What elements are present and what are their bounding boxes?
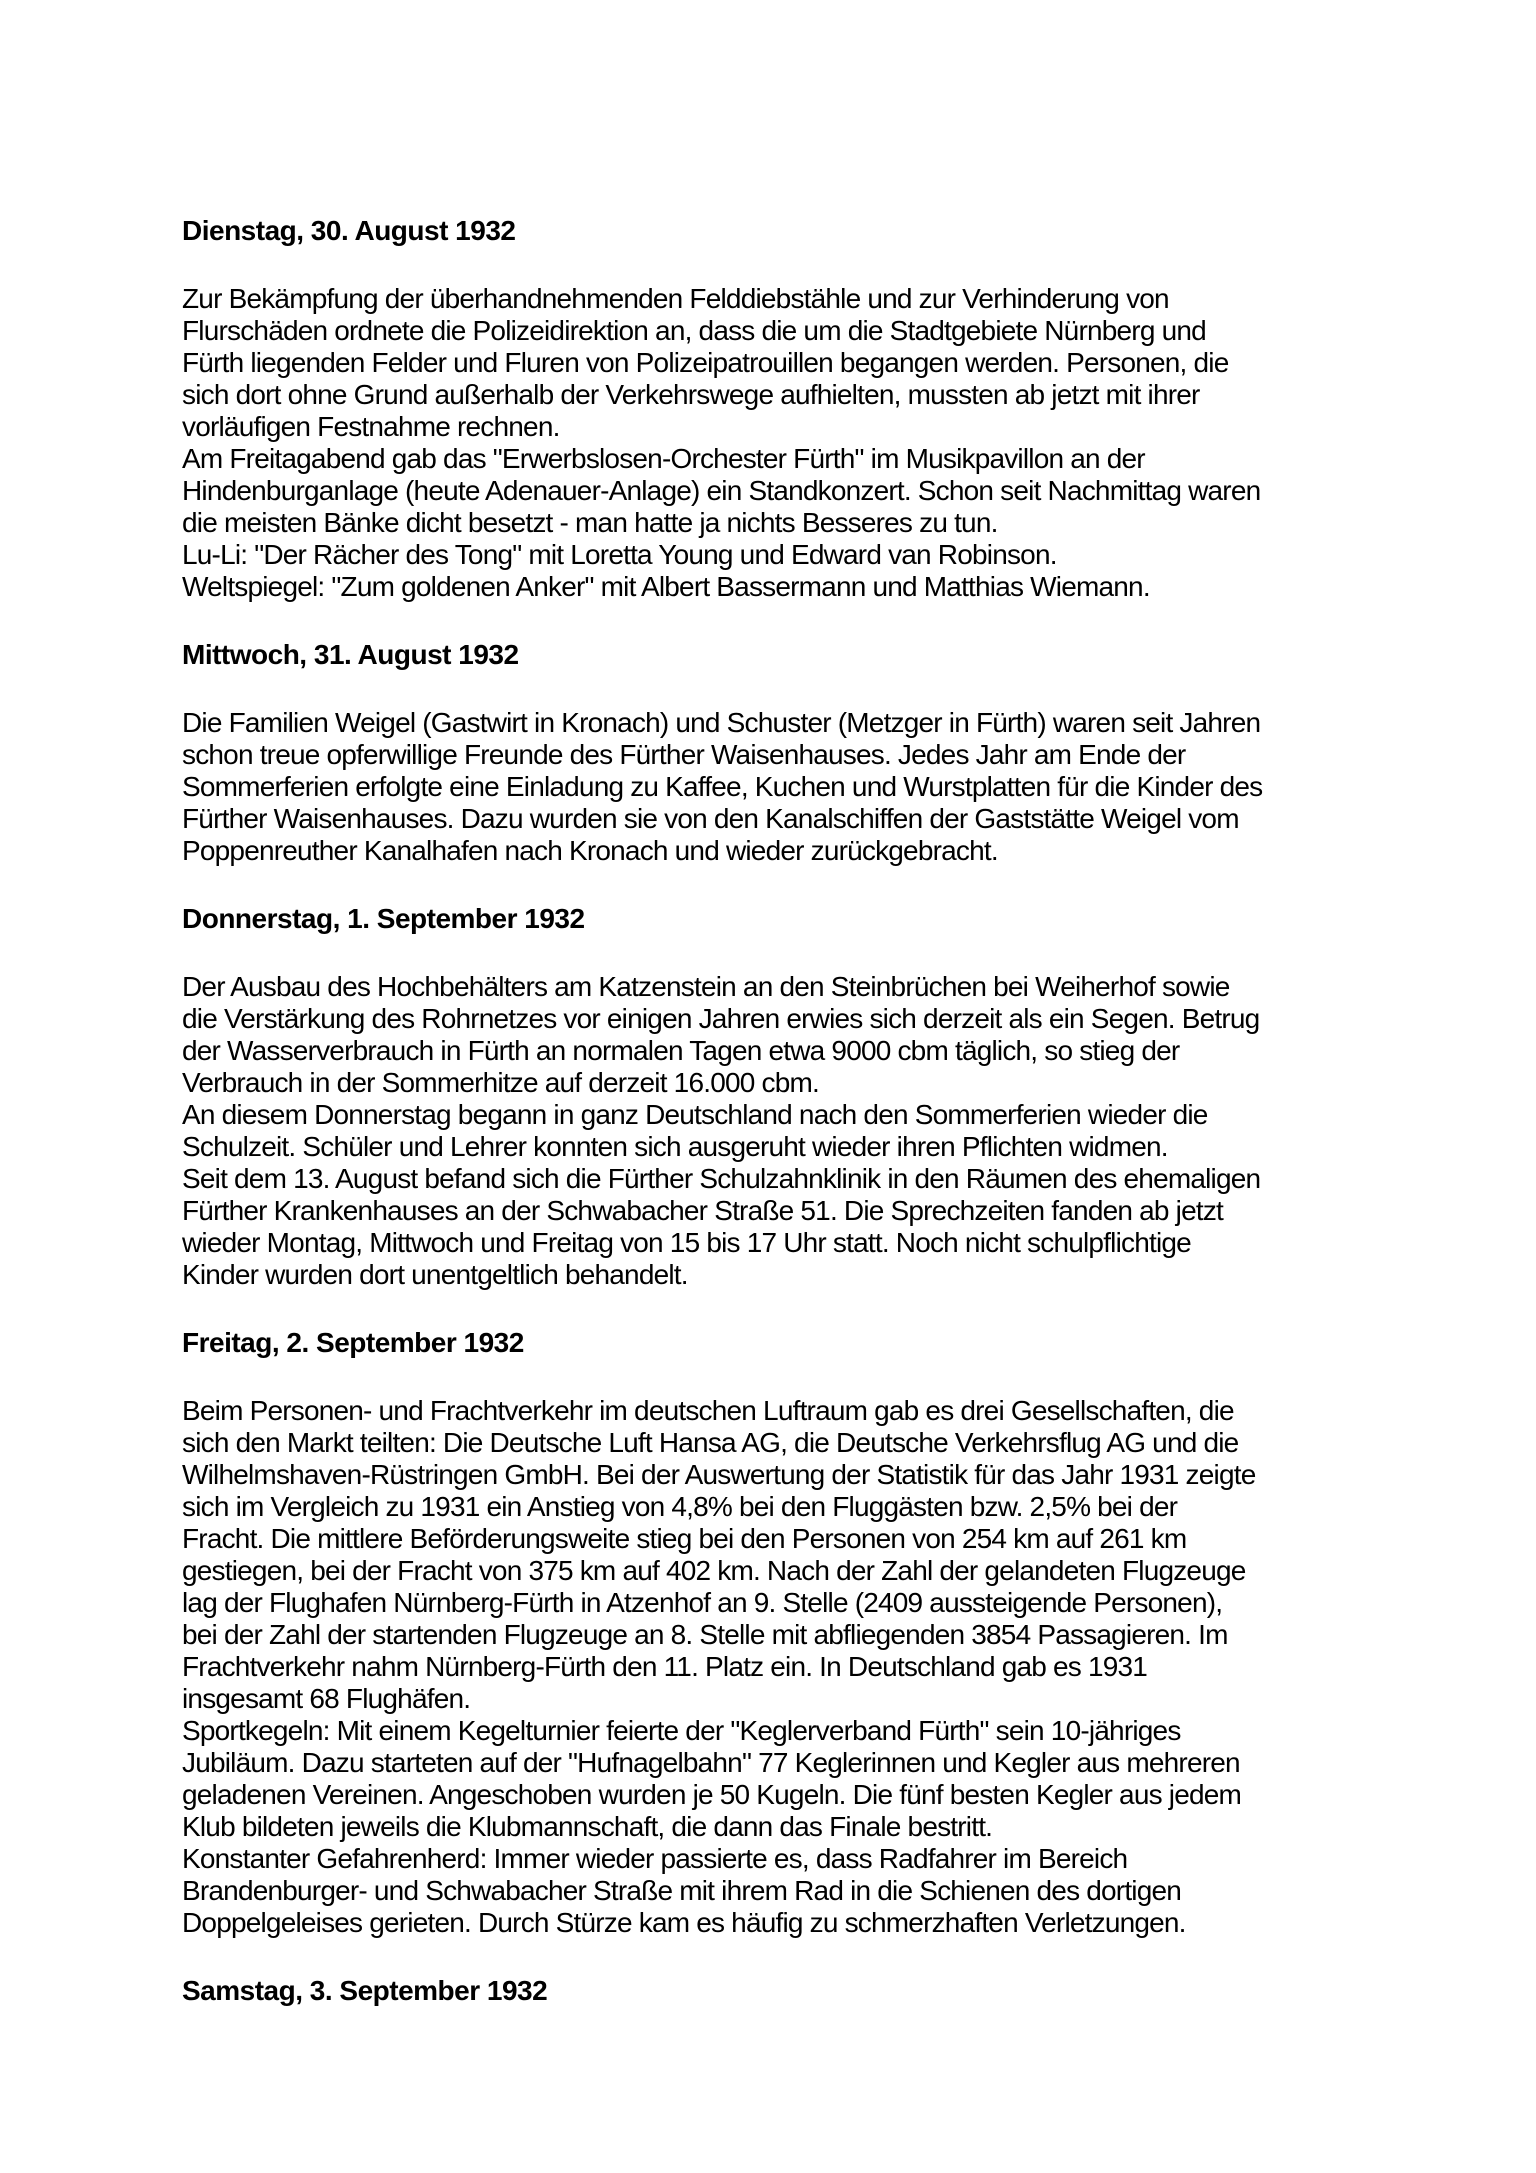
text-line: Der Ausbau des Hochbehälters am Katzenstein an den Steinbrüchen bei Weiherhof sowie	[182, 971, 1230, 1002]
text-line: Die Familien Weigel (Gastwirt in Kronach) und Schuster (Metzger in Fürth) waren seit Jahren	[182, 707, 1261, 738]
text-line: Sportkegeln: Mit einem Kegelturnier feierte der "Keglerverband Fürth" sein 10-jähriges	[182, 1715, 1181, 1746]
text-line: Frachtverkehr nahm Nürnberg-Fürth den 11. Platz ein. In Deutschland gab es 1931	[182, 1651, 1148, 1682]
text-line: Fürther Waisenhauses. Dazu wurden sie von den Kanalschiffen der Gaststätte Weigel vom	[182, 803, 1239, 834]
entry-body	[182, 971, 1386, 1291]
text-line: Doppelgeleises gerieten. Durch Stürze kam es häufig zu schmerzhaften Verletzungen.	[182, 1907, 1186, 1938]
entry-heading: Mittwoch, 31. August 1932	[182, 639, 519, 670]
text-line: Wilhelmshaven-Rüstringen GmbH. Bei der Auswertung der Statistik für das Jahr 1931 zeigte	[182, 1459, 1256, 1490]
text-line: Weltspiegel: "Zum goldenen Anker" mit Albert Bassermann und Matthias Wiemann.	[182, 571, 1150, 602]
entry-body	[182, 283, 1386, 603]
entry-heading: Freitag, 2. September 1932	[182, 1327, 524, 1358]
text-line: vorläufigen Festnahme rechnen.	[182, 411, 560, 442]
entry-heading: Samstag, 3. September 1932	[182, 1975, 548, 2006]
text-line: Beim Personen- und Frachtverkehr im deutschen Luftraum gab es drei Gesellschaften, die	[182, 1395, 1234, 1426]
entry-heading: Dienstag, 30. August 1932	[182, 215, 516, 246]
text-line: wieder Montag, Mittwoch und Freitag von 15 bis 17 Uhr statt. Noch nicht schulpflichtige	[182, 1227, 1191, 1258]
entry-body	[182, 1395, 1386, 1939]
text-line: Am Freitagabend gab das "Erwerbslosen-Orchester Fürth" im Musikpavillon an der	[182, 443, 1145, 474]
text-line: Kinder wurden dort unentgeltlich behandelt.	[182, 1259, 688, 1290]
text-line: die Verstärkung des Rohrnetzes vor einigen Jahren erwies sich derzeit als ein Segen. Betrug	[182, 1003, 1260, 1034]
entry-heading: Donnerstag, 1. September 1932	[182, 903, 585, 934]
text-line: Fürther Krankenhauses an der Schwabacher Straße 51. Die Sprechzeiten fanden ab jetzt	[182, 1195, 1224, 1226]
text-line: Flurschäden ordnete die Polizeidirektion an, dass die um die Stadtgebiete Nürnberg und	[182, 315, 1206, 346]
text-line: sich im Vergleich zu 1931 ein Anstieg von 4,8% bei den Fluggästen bzw. 2,5% bei der	[182, 1491, 1178, 1522]
text-line: geladenen Vereinen. Angeschoben wurden je 50 Kugeln. Die fünf besten Kegler aus jedem	[182, 1779, 1242, 1810]
diary-entry	[182, 215, 1386, 603]
text-line: insgesamt 68 Flughäfen.	[182, 1683, 471, 1714]
text-line: Sommerferien erfolgte eine Einladung zu Kaffee, Kuchen und Wurstplatten für die Kinder des	[182, 771, 1263, 802]
text-line: Hindenburganlage (heute Adenauer-Anlage) ein Standkonzert. Schon seit Nachmittag waren	[182, 475, 1261, 506]
text-line: Fracht. Die mittlere Beförderungsweite stieg bei den Personen von 254 km auf 261 km	[182, 1523, 1187, 1554]
text-line: Jubiläum. Dazu starteten auf der "Hufnagelbahn" 77 Keglerinnen und Kegler aus mehreren	[182, 1747, 1240, 1778]
text-line: Poppenreuther Kanalhafen nach Kronach und wieder zurückgebracht.	[182, 835, 998, 866]
diary-entry	[182, 903, 1386, 1291]
text-line: gestiegen, bei der Fracht von 375 km auf 402 km. Nach der Zahl der gelandeten Flugzeuge	[182, 1555, 1246, 1586]
text-line: Schulzeit. Schüler und Lehrer konnten sich ausgeruht wieder ihren Pflichten widmen.	[182, 1131, 1168, 1162]
text-line: Zur Bekämpfung der überhandnehmenden Felddiebstähle und zur Verhinderung von	[182, 283, 1169, 314]
text-line: Klub bildeten jeweils die Klubmannschaft, die dann das Finale bestritt.	[182, 1811, 993, 1842]
text-line: sich den Markt teilten: Die Deutsche Luft Hansa AG, die Deutsche Verkehrsflug AG und die	[182, 1427, 1239, 1458]
text-line: Seit dem 13. August befand sich die Fürther Schulzahnklinik in den Räumen des ehemaligen	[182, 1163, 1261, 1194]
text-line: Brandenburger- und Schwabacher Straße mit ihrem Rad in die Schienen des dortigen	[182, 1875, 1182, 1906]
text-line: Fürth liegenden Felder und Fluren von Polizeipatrouillen begangen werden. Personen, die	[182, 347, 1229, 378]
text-line: An diesem Donnerstag begann in ganz Deutschland nach den Sommerferien wieder die	[182, 1099, 1208, 1130]
diary-entry	[182, 639, 1386, 867]
text-line: Verbrauch in der Sommerhitze auf derzeit 16.000 cbm.	[182, 1067, 819, 1098]
text-line: sich dort ohne Grund außerhalb der Verkehrswege aufhielten, mussten ab jetzt mit ihrer	[182, 379, 1200, 410]
entry-body	[182, 707, 1386, 867]
text-line: Lu-Li: "Der Rächer des Tong" mit Loretta Young und Edward van Robinson.	[182, 539, 1057, 570]
text-line: schon treue opferwillige Freunde des Fürther Waisenhauses. Jedes Jahr am Ende der	[182, 739, 1186, 770]
text-line: der Wasserverbrauch in Fürth an normalen Tagen etwa 9000 cbm täglich, so stieg der	[182, 1035, 1180, 1066]
text-line: die meisten Bänke dicht besetzt - man hatte ja nichts Besseres zu tun.	[182, 507, 998, 538]
diary-entry	[182, 1327, 1386, 1939]
text-line: lag der Flughafen Nürnberg-Fürth in Atzenhof an 9. Stelle (2409 aussteigende Personen),	[182, 1587, 1223, 1618]
text-line: bei der Zahl der startenden Flugzeuge an 8. Stelle mit abfliegenden 3854 Passagieren. Im	[182, 1619, 1228, 1650]
diary-entry	[182, 1975, 1386, 2007]
text-line: Konstanter Gefahrenherd: Immer wieder passierte es, dass Radfahrer im Bereich	[182, 1843, 1128, 1874]
